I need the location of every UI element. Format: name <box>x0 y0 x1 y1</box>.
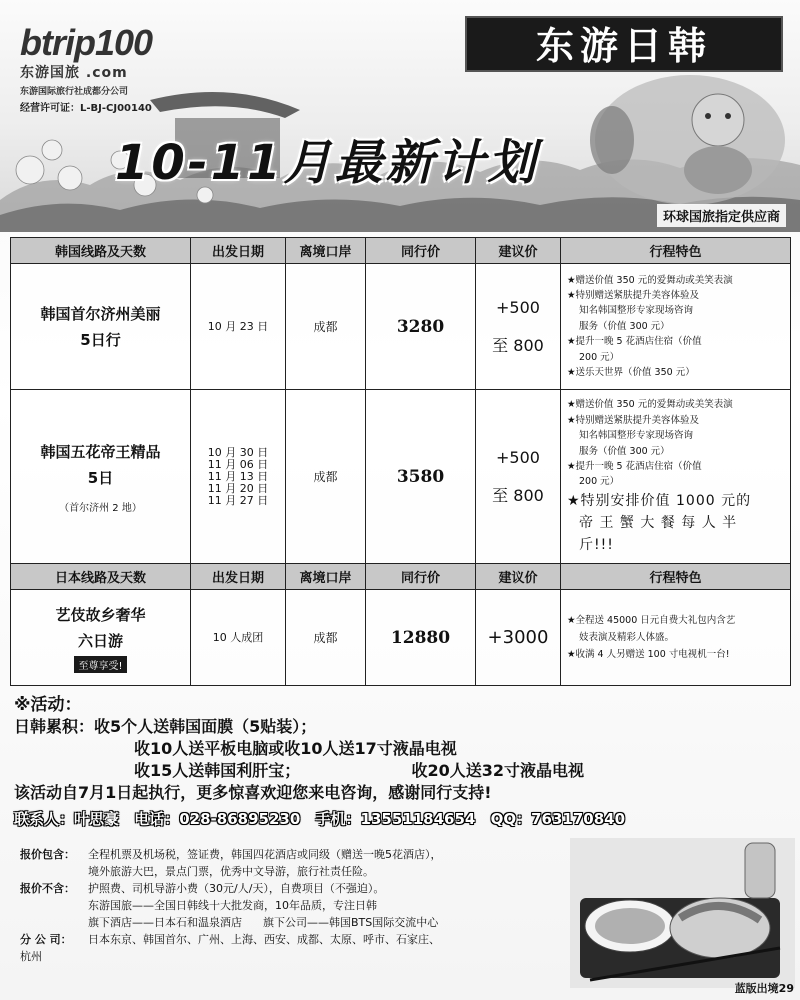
page-headline: 10-11月最新计划 <box>115 135 539 191</box>
logo-site-name: 东游国旅 .com <box>20 65 128 81</box>
license-number: 经营许可证：L-BJ-CJ00140 <box>20 103 152 114</box>
trade-price: 12880 <box>366 590 476 686</box>
col-header-date: 出发日期 <box>191 564 286 590</box>
contact-mobile[interactable]: 手机：13551184654 <box>315 810 476 828</box>
route-cell <box>11 264 191 390</box>
feature-item: ★赠送价值 350 元的爱舞动或美笑表演 <box>567 399 733 411</box>
departure-date: 10 人成团 <box>191 590 286 686</box>
features-cell <box>561 264 791 390</box>
feature-item: 服务（价值 300 元） <box>579 320 670 332</box>
col-header-route: 日本线路及天数 <box>11 564 191 590</box>
departure-port: 成都 <box>286 590 366 686</box>
feature-item: ★送乐天世界（价值 350 元） <box>567 367 695 379</box>
col-header-trade-price: 同行价 <box>366 238 476 264</box>
page-tag: 蓝版出境29 <box>734 982 794 995</box>
feature-item: ★赠送价值 350 元的爱舞动或美笑表演 <box>567 274 733 286</box>
promotion-title: ※活动： <box>14 695 82 715</box>
feature-item: 知名韩国整形专家现场咨询 <box>579 430 694 442</box>
col-header-route: 韩国线路及天数 <box>11 238 191 264</box>
route-cell <box>11 590 191 686</box>
col-header-port: 离境口岸 <box>286 238 366 264</box>
col-header-features: 行程特色 <box>561 238 791 264</box>
company-line: 旗下酒店——日本石和温泉酒店 <box>88 916 242 929</box>
departure-port: 成都 <box>286 264 366 390</box>
col-header-suggested-price: 建议价 <box>476 238 561 264</box>
departure-port: 成都 <box>286 390 366 564</box>
branch-label: 分 公 司： <box>20 933 72 946</box>
promotion-terms: 该活动自7月1日起执行，更多惊喜欢迎您来电咨询，感谢同行支持! <box>14 783 492 802</box>
suggested-price-cell <box>476 264 561 390</box>
promotion-line <box>14 760 794 782</box>
food-photo <box>570 838 795 988</box>
feature-highlight: 帝 王 蟹 大 餐 每 人 半 <box>579 514 738 531</box>
promotion-line: 收10人送平板电脑或收10人送17寸液晶电视 <box>134 739 457 758</box>
logo-wordmark: btrip100 <box>20 22 153 63</box>
departure-date: 11 月 27 日 <box>207 493 269 507</box>
promotion-reward: 收15人送韩国利肝宝； <box>134 761 301 780</box>
departure-date: 11 月 20 日 <box>207 481 269 495</box>
features-cell <box>561 390 791 564</box>
included-row <box>20 846 580 880</box>
header-banner <box>0 0 800 232</box>
suggested-price-add: +500 <box>496 297 540 317</box>
departure-date: 11 月 06 日 <box>207 457 269 471</box>
promotion-reward: 收20人送32寸液晶电视 <box>411 761 584 780</box>
col-header-features: 行程特色 <box>561 564 791 590</box>
branch-row <box>20 931 580 948</box>
included-line: 全程机票及机场税，签证费，韩国四花酒店或同级（赠送一晚5花酒店）， <box>88 848 442 861</box>
feature-item: 200 元） <box>579 476 620 488</box>
branch-list-cont: 杭州 <box>20 950 42 963</box>
route-badge: 至尊享受! <box>74 656 126 673</box>
col-header-trade-price: 同行价 <box>366 564 476 590</box>
contact-qq[interactable]: QQ：763170840 <box>490 810 626 828</box>
feature-highlight: 斤!!! <box>579 536 614 553</box>
japan-header-row <box>11 564 791 590</box>
suggested-price-add: +500 <box>496 447 540 467</box>
feature-item: 200 元） <box>579 351 620 363</box>
supplier-tag: 环球国旅指定供应商 <box>657 204 786 227</box>
departure-date: 11 月 13 日 <box>207 469 269 483</box>
departure-dates <box>191 390 286 564</box>
included-line: 境外旅游大巴，景点门票，优秀中文导游，旅行社责任险。 <box>88 865 374 878</box>
route-name: 韩国五花帝王精品 <box>40 443 161 461</box>
route-cell <box>11 390 191 564</box>
price-notes <box>20 846 580 965</box>
feature-item: ★特别赠送紧肤提升美容体验及 <box>567 414 700 426</box>
suggested-price-range: 至 800 <box>492 335 544 355</box>
col-header-date: 出发日期 <box>191 238 286 264</box>
suggested-price-range: 至 800 <box>492 485 544 505</box>
route-name: 艺伎故乡奢华 <box>55 606 146 624</box>
included-label: 报价包含： <box>20 848 75 861</box>
feature-item: ★收满 4 人另赠送 100 寸电视机一台! <box>567 649 730 660</box>
contact-bar <box>14 808 786 834</box>
feature-highlight: ★特别安排价值 1000 元的 <box>567 492 752 509</box>
promotion-section <box>14 694 794 804</box>
route-duration: 5日 <box>87 469 114 487</box>
route-note: （首尔济州 2 地） <box>59 503 142 514</box>
brand-logo <box>20 24 210 114</box>
table-row <box>11 390 791 564</box>
trade-price: 3580 <box>366 390 476 564</box>
company-line: 旗下公司——韩国BTS国际交流中心 <box>263 916 439 929</box>
trade-price: 3280 <box>366 264 476 390</box>
logo-company-name: 东游国际旅行社成都分公司 <box>20 87 129 97</box>
route-duration: 六日游 <box>77 632 123 650</box>
feature-item: ★提升一晚 5 花酒店住宿（价值 <box>567 336 702 348</box>
route-name: 韩国首尔济州美丽 <box>40 304 161 323</box>
included-text <box>88 846 580 880</box>
feature-item: 知名韩国整形专家现场咨询 <box>579 305 694 317</box>
feature-item: 服务（价值 300 元） <box>579 445 670 457</box>
excluded-label: 报价不含： <box>20 882 75 895</box>
feature-item: 妓表演及精彩人体盛。 <box>579 632 675 643</box>
branch-list: 日本东京、韩国首尔、广州、上海、西安、成都、太原、呼市、石家庄、 <box>88 933 440 946</box>
table-row <box>11 590 791 686</box>
company-row <box>20 897 580 931</box>
departure-date: 10 月 30 日 <box>207 445 269 459</box>
tour-price-table <box>10 237 791 686</box>
company-info <box>88 897 580 931</box>
feature-item: ★全程送 45000 日元自费大礼包内含艺 <box>567 615 736 626</box>
promotion-line: 日韩累积：收5个人送韩国面膜（5贴装）； <box>14 717 317 736</box>
brand-title-box: 东游日韩 <box>465 16 783 72</box>
feature-item: ★提升一晚 5 花酒店住宿（价值 <box>567 460 702 472</box>
excluded-text: 护照费、司机导游小费（30元/人/天），自费项目（不强迫）。 <box>88 882 385 895</box>
col-header-port: 离境口岸 <box>286 564 366 590</box>
contact-person: 联系人：叶思豪 <box>14 810 120 828</box>
route-duration: 5日行 <box>80 330 121 349</box>
col-header-suggested-price: 建议价 <box>476 564 561 590</box>
table-row <box>11 264 791 390</box>
suggested-price-cell <box>476 390 561 564</box>
departure-date: 10 月 23 日 <box>191 264 286 390</box>
korea-header-row <box>11 238 791 264</box>
features-cell <box>561 590 791 686</box>
contact-phone[interactable]: 电话：028-86895230 <box>134 810 301 828</box>
company-line: 东游国旅——全国日韩线十大批发商，10年品质，专注日韩 <box>88 899 377 912</box>
suggested-price: +3000 <box>476 590 561 686</box>
feature-item: ★特别赠送紧肤提升美容体验及 <box>567 289 700 301</box>
excluded-row <box>20 880 580 897</box>
